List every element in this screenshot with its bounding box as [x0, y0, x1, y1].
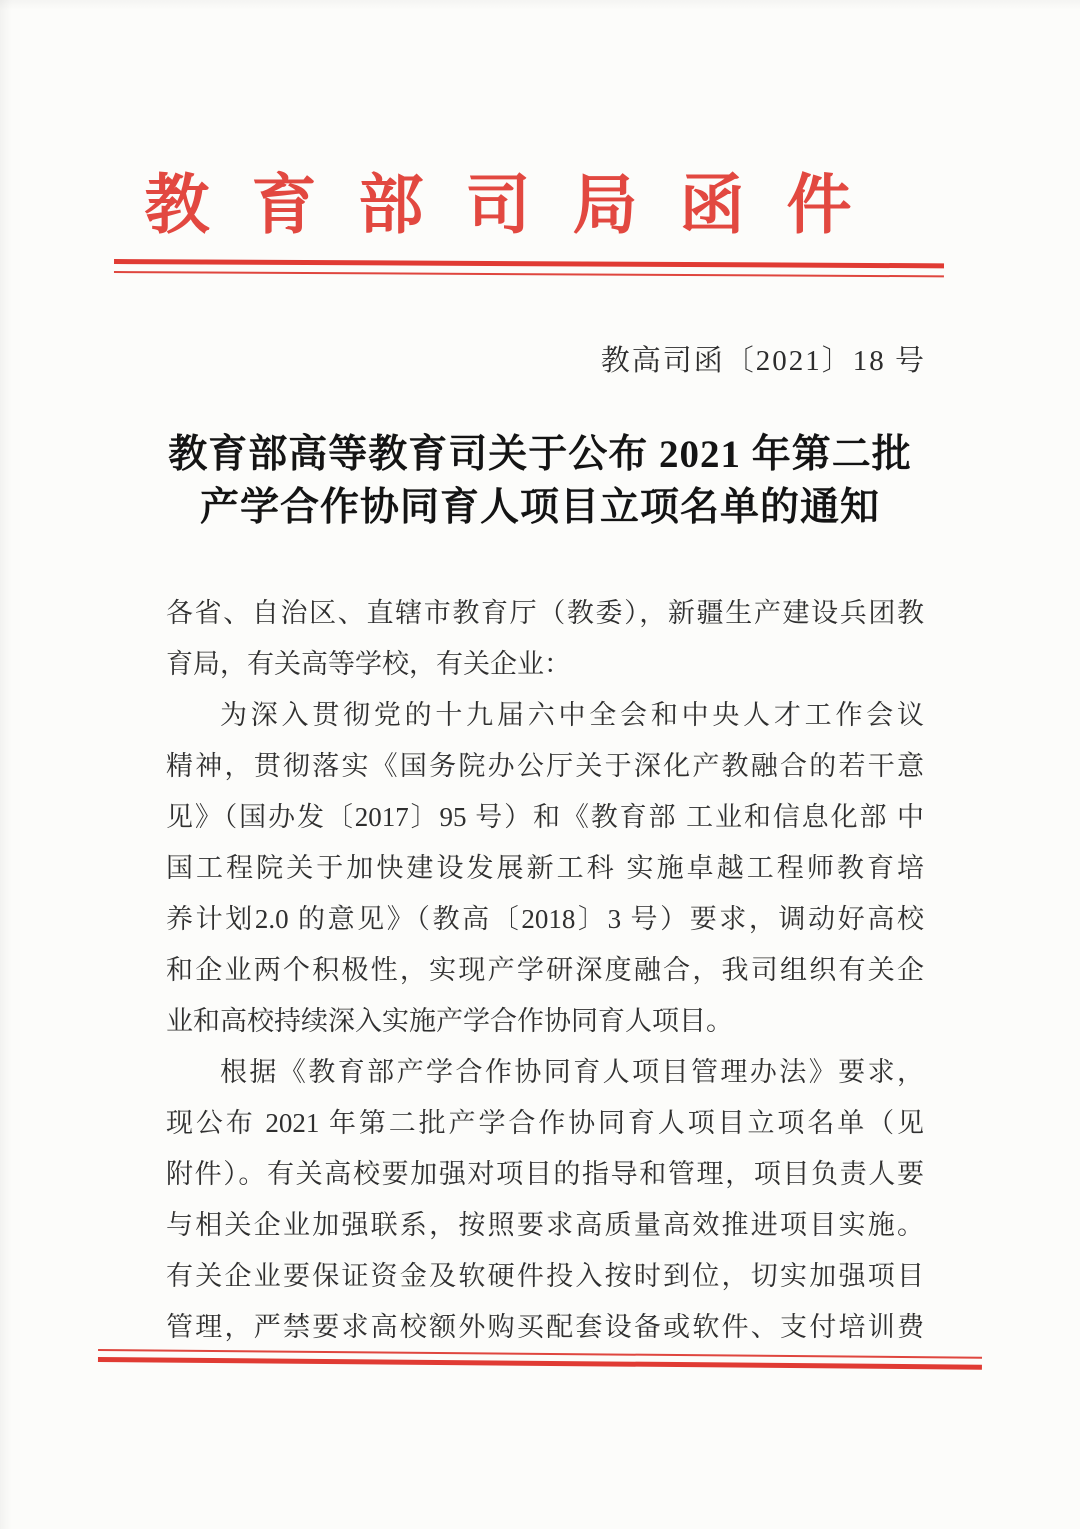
body-line: 各省、自治区、直辖市教育厅（教委），新疆生产建设兵团教 — [166, 598, 924, 628]
document-title-line-1: 教育部高等教育司关于公布 2021 年第二批 — [168, 433, 912, 476]
red-separator-top — [114, 259, 944, 277]
separator-thick-line — [98, 1357, 982, 1370]
body-line: 现公布 2021 年第二批产学合作协同育人项目立项名单（见 — [166, 1108, 924, 1138]
body-line: 精神，贯彻落实《国务院办公厅关于深化产教融合的若干意 — [166, 751, 924, 781]
body-line: 管理，严禁要求高校额外购买配套设备或软件、支付培训费 — [166, 1312, 924, 1342]
document-reference-number: 教高司函〔2021〕18 号 — [600, 345, 926, 377]
separator-thin-line — [114, 271, 944, 277]
body-line: 业和高校持续深入实施产学合作协同育人项目。 — [166, 1006, 733, 1036]
body-line: 育局，有关高等学校，有关企业： — [166, 649, 571, 679]
body-line: 有关企业要保证资金及软硬件投入按时到位，切实加强项目 — [166, 1261, 924, 1291]
body-line: 和企业两个积极性，实现产学研深度融合，我司组织有关企 — [166, 955, 924, 985]
body-line: 为深入贯彻党的十九届六中全会和中央人才工作会议 — [220, 700, 924, 730]
document-title — [0, 428, 1080, 534]
document-body — [166, 588, 924, 1353]
letterhead-title: 教育部司局函件 — [144, 170, 894, 242]
body-line: 附件）。有关高校要加强对项目的指导和管理，项目负责人要 — [166, 1159, 924, 1189]
body-line: 与相关企业加强联系，按照要求高质量高效推进项目实施。 — [166, 1210, 924, 1240]
body-line: 根据《教育部产学合作协同育人项目管理办法》要求， — [220, 1057, 924, 1087]
body-line: 国工程院关于加快建设发展新工科 实施卓越工程师教育培 — [166, 853, 924, 883]
body-line: 见》（国办发〔2017〕95 号）和《教育部 工业和信息化部 中 — [166, 802, 924, 832]
separator-thick-line — [114, 259, 944, 268]
document-title-line-2: 产学合作协同育人项目立项名单的通知 — [199, 486, 880, 529]
body-line: 养计划2.0 的意见》（教高〔2018〕3 号）要求，调动好高校 — [166, 904, 924, 934]
